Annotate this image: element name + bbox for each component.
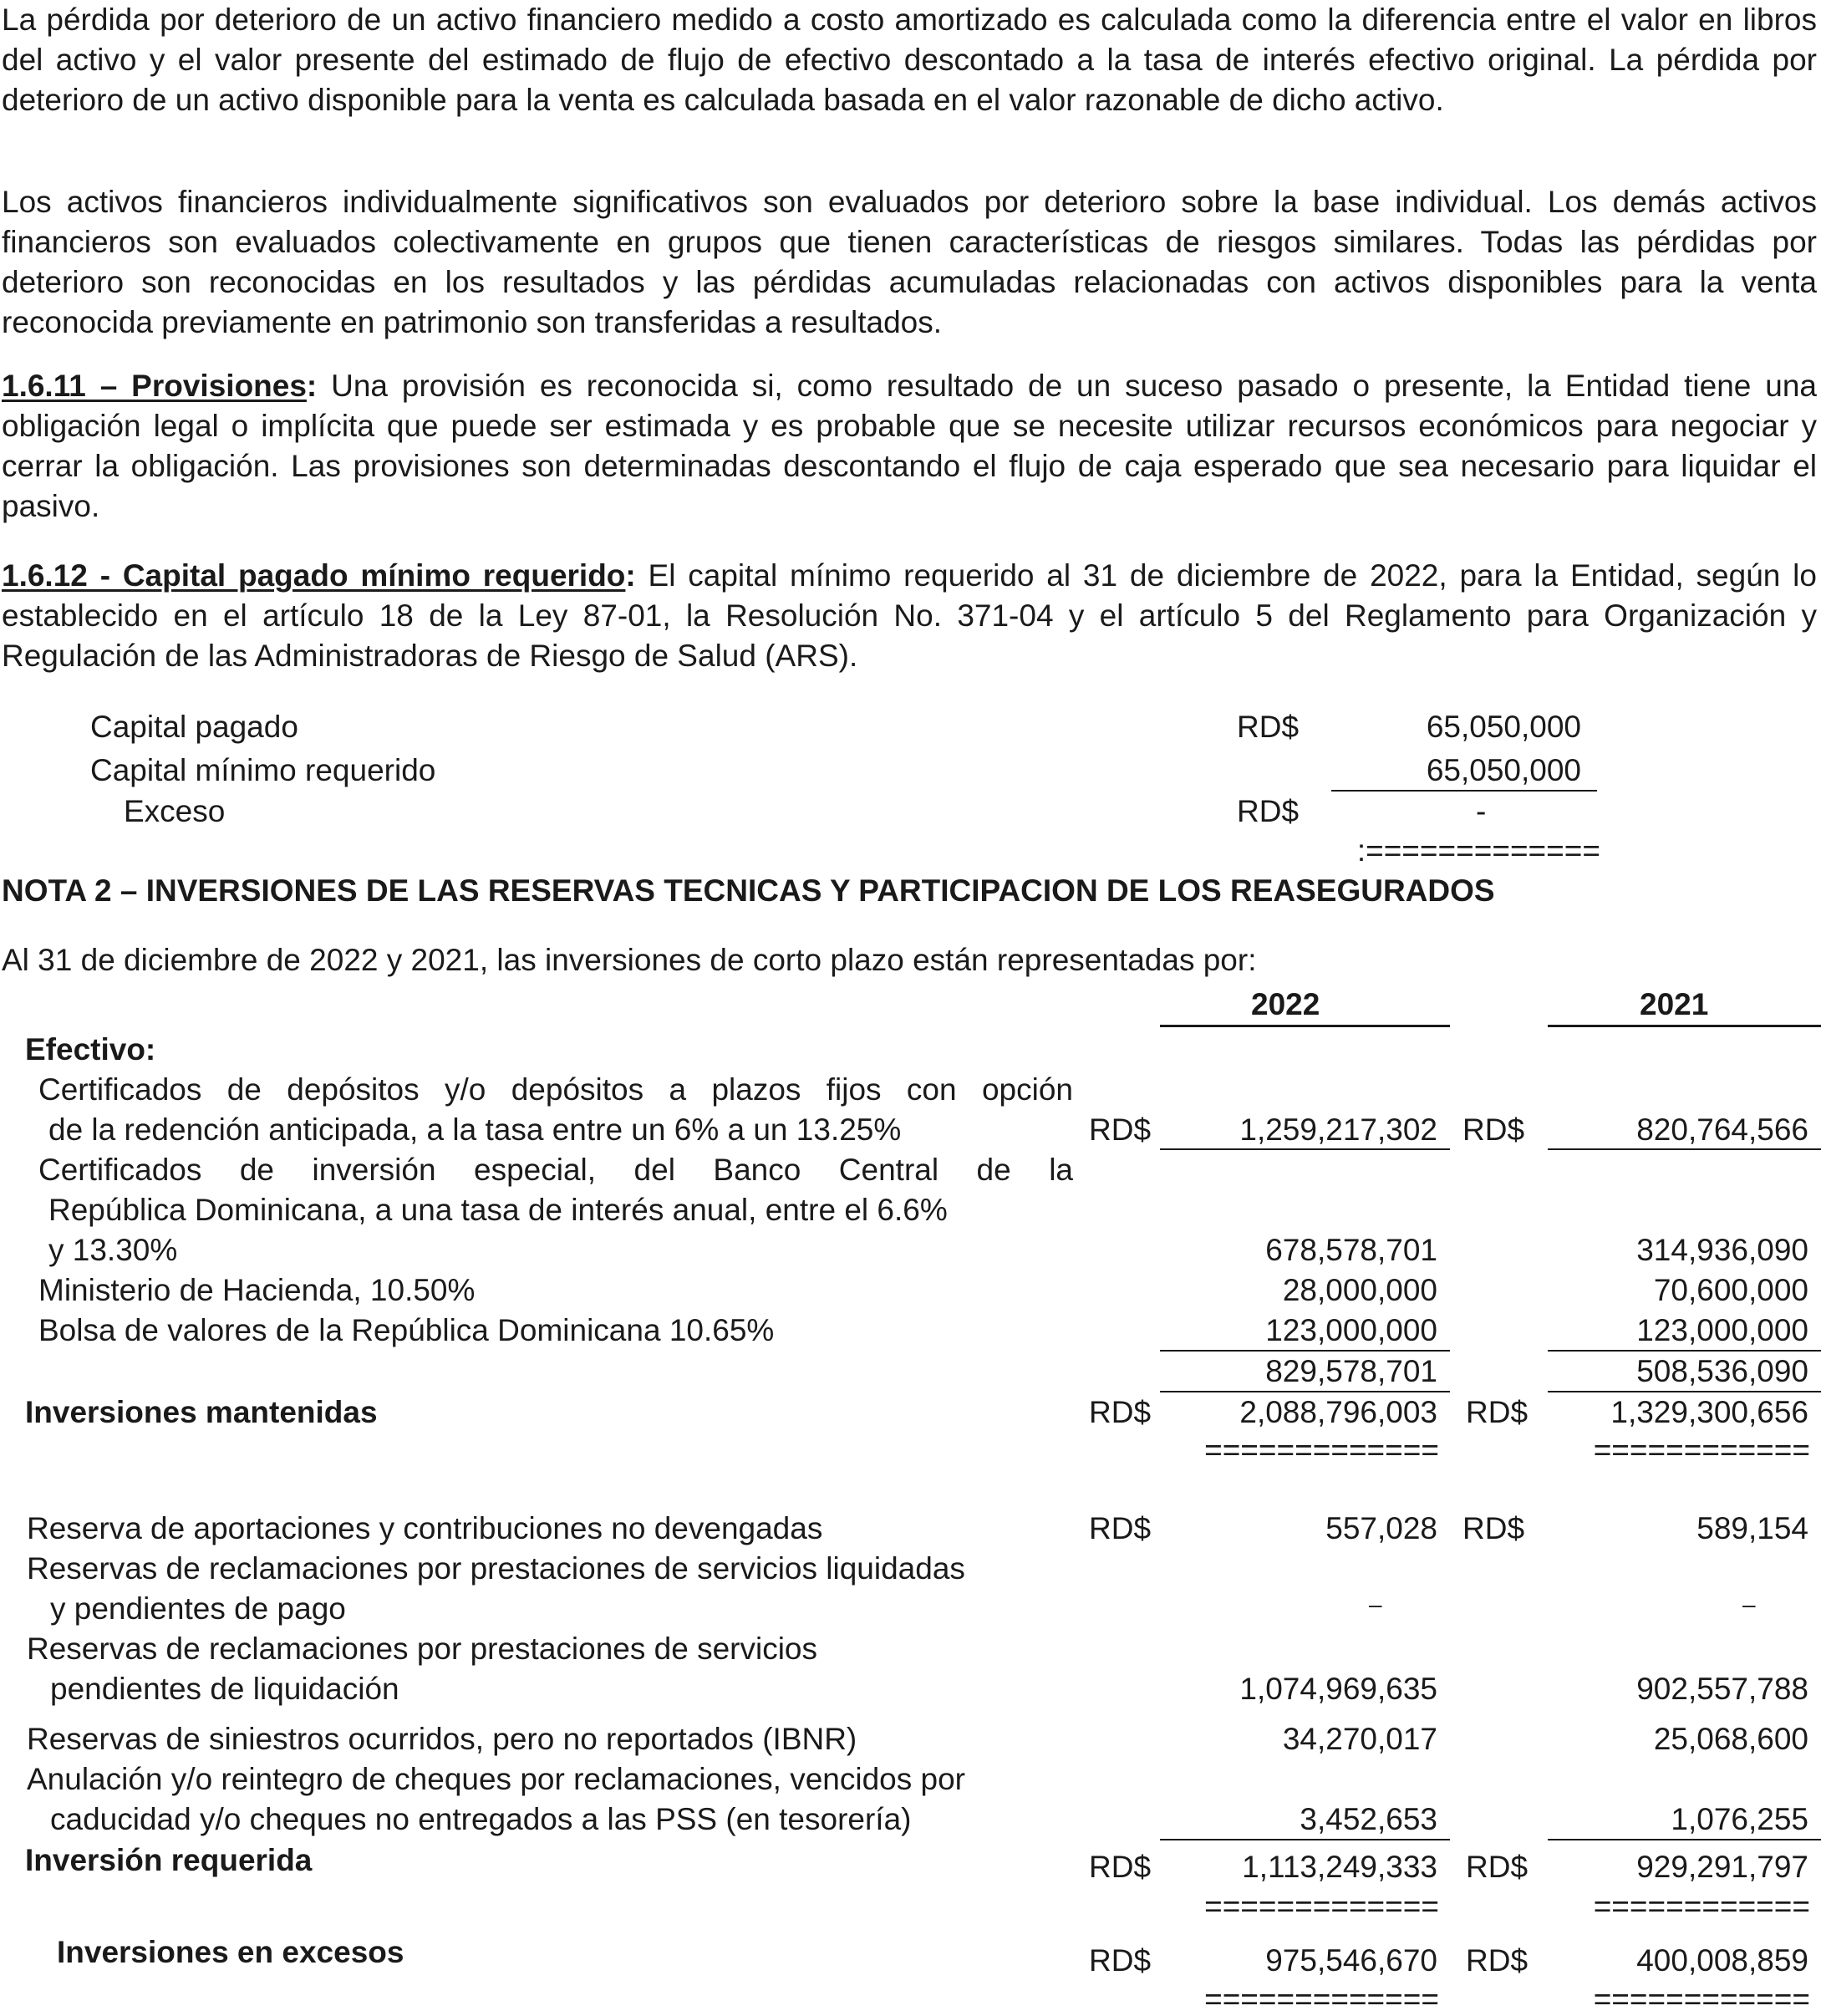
- capital-row-currency: RD$: [1237, 794, 1300, 828]
- reserva-reclamaciones-liquidadas: Reservas de reclamaciones por prestaciones de servicios liquidadas: [27, 1551, 965, 1586]
- currency-label: RD$: [1089, 1850, 1152, 1884]
- value-2022: 557,028: [1325, 1511, 1437, 1545]
- currency-label: RD$: [1466, 1395, 1529, 1429]
- value-2022: 3,452,653: [1300, 1802, 1437, 1836]
- mantenidas-double-rule-2021: ============: [1593, 1433, 1810, 1467]
- item-certificados-depositos-cont: de la redención anticipada, a la tasa entre un 6% a un 13.25%: [48, 1112, 902, 1147]
- requerida-double-rule-2021: ============: [1593, 1889, 1810, 1923]
- value-2021: 25,068,600: [1653, 1722, 1808, 1756]
- currency-label: RD$: [1089, 1395, 1152, 1429]
- reserva-anulacion-cheques-cont: caducidad y/o cheques no entregados a las PSS (en tesorería): [50, 1802, 912, 1836]
- capital-row-label: Capital pagado: [90, 710, 298, 744]
- subtotal-2022: 829,578,701: [1265, 1354, 1437, 1388]
- value-2021: 902,557,788: [1636, 1672, 1808, 1706]
- capital-row-value: -: [1476, 794, 1487, 828]
- value-2021: 820,764,566: [1636, 1112, 1808, 1147]
- provisiones-heading: 1.6.11 – Provisiones: [2, 369, 307, 403]
- excesos-double-rule-2021: ============: [1593, 1982, 1810, 2016]
- value-2021: 1,076,255: [1671, 1802, 1808, 1836]
- paragraph-impairment-cost: La pérdida por deterioro de un activo financiero medido a costo amortizado es calculada como la diferencia entre el valor en libros del activo y el valor presente del estimado de flujo de efectivo descontado a la tasa de interés efectivo original. La pérdida por deterioro de un activo disponible para la venta es calculada basada en el valor razonable de dicho activo.: [2, 3, 1817, 117]
- column-header-2022: 2022: [1251, 987, 1320, 1021]
- capital-colon: :: [625, 558, 636, 593]
- value-2022: 34,270,017: [1282, 1722, 1437, 1756]
- currency-label: RD$: [1462, 1112, 1525, 1147]
- mantenidas-2021: 1,329,300,656: [1610, 1395, 1808, 1429]
- reserva-reclamaciones-pendientes: Reservas de reclamaciones por prestaciones de servicios: [27, 1632, 817, 1666]
- value-2022: 1,259,217,302: [1239, 1112, 1437, 1147]
- value-2021: –: [1742, 1591, 1756, 1617]
- paragraph-impairment-assets: Los activos financieros individualmente significativos son evaluados por deterioro sobre la base individual. Los demás activos financieros son evaluados colectivamente en grupos que tienen características de riesgos similares. Todas las pérdidas por deterioro son reconocidas en los resultados y las pérdidas acumuladas relacionadas con activos disponibles para la venta reconocida previamente en patrimonio son transferidas a resultados.: [2, 185, 1817, 339]
- provisiones-colon: :: [306, 369, 318, 403]
- requerida-label: Inversión requerida: [25, 1843, 313, 1877]
- excesos-double-rule-2022: =============: [1204, 1982, 1439, 2016]
- requerida-2022: 1,113,249,333: [1242, 1850, 1437, 1884]
- column-rule-2022: [1160, 1025, 1450, 1027]
- item-certificados-inversion-cont: y 13.30%: [48, 1233, 178, 1267]
- mantenidas-2022: 2,088,796,003: [1239, 1395, 1437, 1429]
- capital-body: El capital mínimo requerido al 31 de diciembre de 2022, para la Entidad, según lo establecido en el artículo 18 de la Ley 87-01, la Resolución No. 371-04 y el artículo 5 del Reglamento para Organización y Regulación de las Administradoras de Riesgo de Salud (ARS).: [2, 558, 1817, 673]
- value-2022: 28,000,000: [1282, 1273, 1437, 1307]
- mantenidas-label: Inversiones mantenidas: [25, 1395, 378, 1429]
- capital-heading: 1.6.12 - Capital pagado mínimo requerido: [2, 558, 626, 593]
- requerida-rule: [1160, 1839, 1450, 1840]
- capital-row-label: Exceso: [124, 794, 226, 828]
- requerida-double-rule-2022: =============: [1204, 1889, 1439, 1923]
- row-rule: [1548, 1148, 1821, 1150]
- reserva-aportaciones: Reserva de aportaciones y contribuciones no devengadas: [27, 1511, 823, 1545]
- value-2022: –: [1369, 1591, 1382, 1617]
- currency-label: RD$: [1462, 1511, 1525, 1545]
- capital-row-currency: RD$: [1237, 710, 1300, 744]
- excesos-2021: 400,008,859: [1636, 1943, 1808, 1978]
- excesos-label: Inversiones en excesos: [57, 1935, 404, 1969]
- currency-label: RD$: [1466, 1850, 1529, 1884]
- value-2021: 70,600,000: [1653, 1273, 1808, 1307]
- reserva-reclamaciones-pendientes-cont: pendientes de liquidación: [50, 1672, 399, 1706]
- item-bolsa-valores: Bolsa de valores de la República Dominicana 10.65%: [38, 1313, 775, 1347]
- currency-label: RD$: [1089, 1511, 1152, 1545]
- subtotal-2021: 508,536,090: [1636, 1354, 1808, 1388]
- value-2022: 678,578,701: [1265, 1233, 1437, 1267]
- currency-label: RD$: [1466, 1943, 1529, 1978]
- capital-double-rule: :=============: [1356, 833, 1600, 868]
- value-2022: 1,074,969,635: [1239, 1672, 1437, 1706]
- efectivo-label: Efectivo:: [25, 1032, 156, 1067]
- paragraph-capital-minimo: [2, 556, 1817, 676]
- value-2022: 123,000,000: [1265, 1313, 1437, 1347]
- value-2021: 314,936,090: [1636, 1233, 1808, 1267]
- currency-label: RD$: [1089, 1943, 1152, 1978]
- currency-label: RD$: [1089, 1112, 1152, 1147]
- reserva-ibnr: Reservas de siniestros ocurridos, pero no reportados (IBNR): [27, 1722, 857, 1756]
- capital-row-value: 65,050,000: [1426, 753, 1581, 787]
- capital-row-label: Capital mínimo requerido: [90, 753, 436, 787]
- provisiones-body: Una provisión es reconocida si, como resultado de un suceso pasado o presente, la Entidad tiene una obligación legal o implícita que puede ser estimada y es probable que se necesite utilizar recursos económicos para negociar y cerrar la obligación. Las provisiones son determinadas descontando el flujo de caja esperado que sea necesario para liquidar el pasivo.: [2, 369, 1817, 523]
- item-certificados-depositos: Certificados de depósitos y/o depósitos a plazos fijos con opción: [38, 1072, 1073, 1107]
- requerida-2021: 929,291,797: [1636, 1850, 1808, 1884]
- row-rule: [1160, 1148, 1450, 1150]
- reserva-reclamaciones-liquidadas-cont: y pendientes de pago: [50, 1591, 346, 1626]
- note2-intro: Al 31 de diciembre de 2022 y 2021, las inversiones de corto plazo están representadas por:: [2, 943, 1257, 977]
- column-rule-2021: [1548, 1025, 1821, 1027]
- mantenidas-double-rule-2022: =============: [1204, 1433, 1439, 1467]
- note2-title: NOTA 2 – INVERSIONES DE LAS RESERVAS TECNICAS Y PARTICIPACION DE LOS REASEGURADOS: [2, 873, 1495, 908]
- value-2021: 589,154: [1696, 1511, 1808, 1545]
- requerida-rule: [1548, 1839, 1821, 1840]
- value-2021: 123,000,000: [1636, 1313, 1808, 1347]
- item-certificados-inversion: Certificados de inversión especial, del Banco Central de la: [38, 1153, 1073, 1187]
- item-certificados-inversion-cont: República Dominicana, a una tasa de interés anual, entre el 6.6%: [48, 1193, 948, 1227]
- capital-row-value: 65,050,000: [1426, 710, 1581, 744]
- excesos-2022: 975,546,670: [1265, 1943, 1437, 1978]
- capital-rule: [1331, 790, 1597, 792]
- reserva-anulacion-cheques: Anulación y/o reintegro de cheques por reclamaciones, vencidos por: [27, 1762, 965, 1796]
- paragraph-provisiones: [2, 366, 1817, 527]
- column-header-2021: 2021: [1640, 987, 1709, 1021]
- item-ministerio-hacienda: Ministerio de Hacienda, 10.50%: [38, 1273, 476, 1307]
